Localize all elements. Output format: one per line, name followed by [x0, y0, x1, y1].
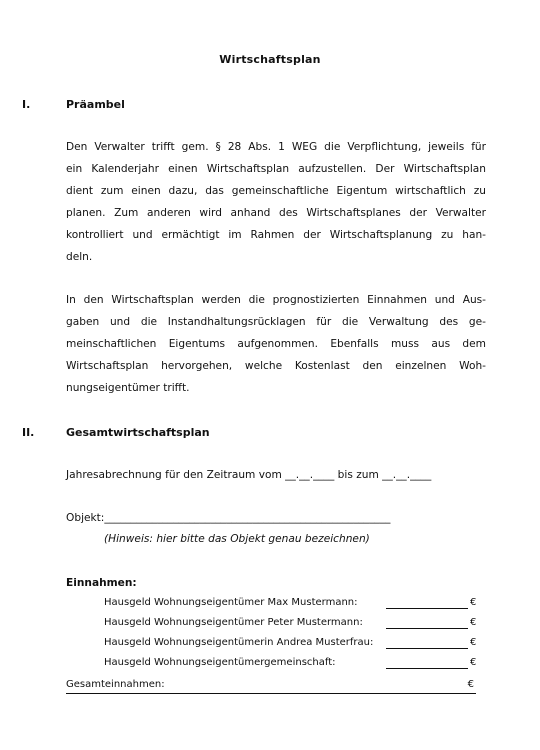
paragraph-line: nungseigentümer trifft. [66, 382, 190, 394]
income-total-label: Gesamteinnahmen: [66, 679, 165, 690]
currency-symbol: € [470, 617, 477, 628]
income-row-label: Hausgeld Wohnungseigentümer Peter Mustermann: [104, 617, 363, 628]
preamble-paragraph-1 [66, 136, 486, 268]
income-row [104, 657, 480, 671]
paragraph-line: planen. Zum anderen wird anhand des Wirtschaftsplanes der Verwalter [66, 207, 486, 219]
income-row-label: Hausgeld Wohnungseigentümerin Andrea Musterfrau: [104, 637, 374, 648]
amount-blank [386, 637, 468, 649]
income-title: Einnahmen: [66, 577, 137, 589]
paragraph-line: kontrolliert und ermächtigt im Rahmen der Wirtschaftsplanung zu han- [66, 229, 486, 241]
currency-symbol: € [470, 597, 477, 608]
document-title: Wirtschaftsplan [219, 53, 321, 66]
object-hint: (Hinweis: hier bitte das Objekt genau bezeichnen) [104, 533, 370, 545]
currency-symbol: € [470, 657, 477, 668]
income-row [104, 597, 480, 611]
paragraph-line: ein Kalenderjahr einen Wirtschaftsplan aufzustellen. Der Wirtschaftsplan [66, 163, 486, 175]
amount-blank [386, 617, 468, 629]
section-heading-total-plan: Gesamtwirtschaftsplan [66, 426, 210, 439]
income-row-label: Hausgeld Wohnungseigentümer Max Mustermann: [104, 597, 358, 608]
section-number-2: II. [22, 426, 35, 439]
paragraph-line: dient zum einen dazu, das gemeinschaftliche Eigentum wirtschaftlich zu [66, 185, 486, 197]
income-row [104, 637, 480, 651]
section-number-1: I. [22, 98, 31, 111]
section-heading-preamble: Präambel [66, 98, 125, 111]
paragraph-line: meinschaftlichen Eigentums aufgenommen. Ebenfalls muss aus dem [66, 338, 486, 350]
amount-blank [386, 597, 468, 609]
paragraph-line: In den Wirtschaftsplan werden die prognostizierten Einnahmen und Aus- [66, 294, 486, 306]
currency-symbol: € [470, 637, 477, 648]
income-total-row [66, 679, 476, 694]
paragraph-line: Den Verwalter trifft gem. § 28 Abs. 1 WEG die Verpflichtung, jeweils für [66, 141, 486, 153]
paragraph-line: deln. [66, 251, 93, 263]
amount-blank [386, 657, 468, 669]
income-row [104, 617, 480, 631]
currency-symbol: € [467, 679, 474, 690]
paragraph-line: Wirtschaftsplan hervorgehen, welche Kostenlast den einzelnen Woh- [66, 360, 486, 372]
period-line: Jahresabrechnung für den Zeitraum vom __.__.____ bis zum __.__.____ [66, 469, 432, 481]
paragraph-line: gaben und die Instandhaltungsrücklagen für die Verwaltung des ge- [66, 316, 486, 328]
preamble-paragraph-2 [66, 289, 486, 399]
income-row-label: Hausgeld Wohnungseigentümergemeinschaft: [104, 657, 336, 668]
object-line: Objekt:______________________________________________________ [66, 512, 391, 524]
